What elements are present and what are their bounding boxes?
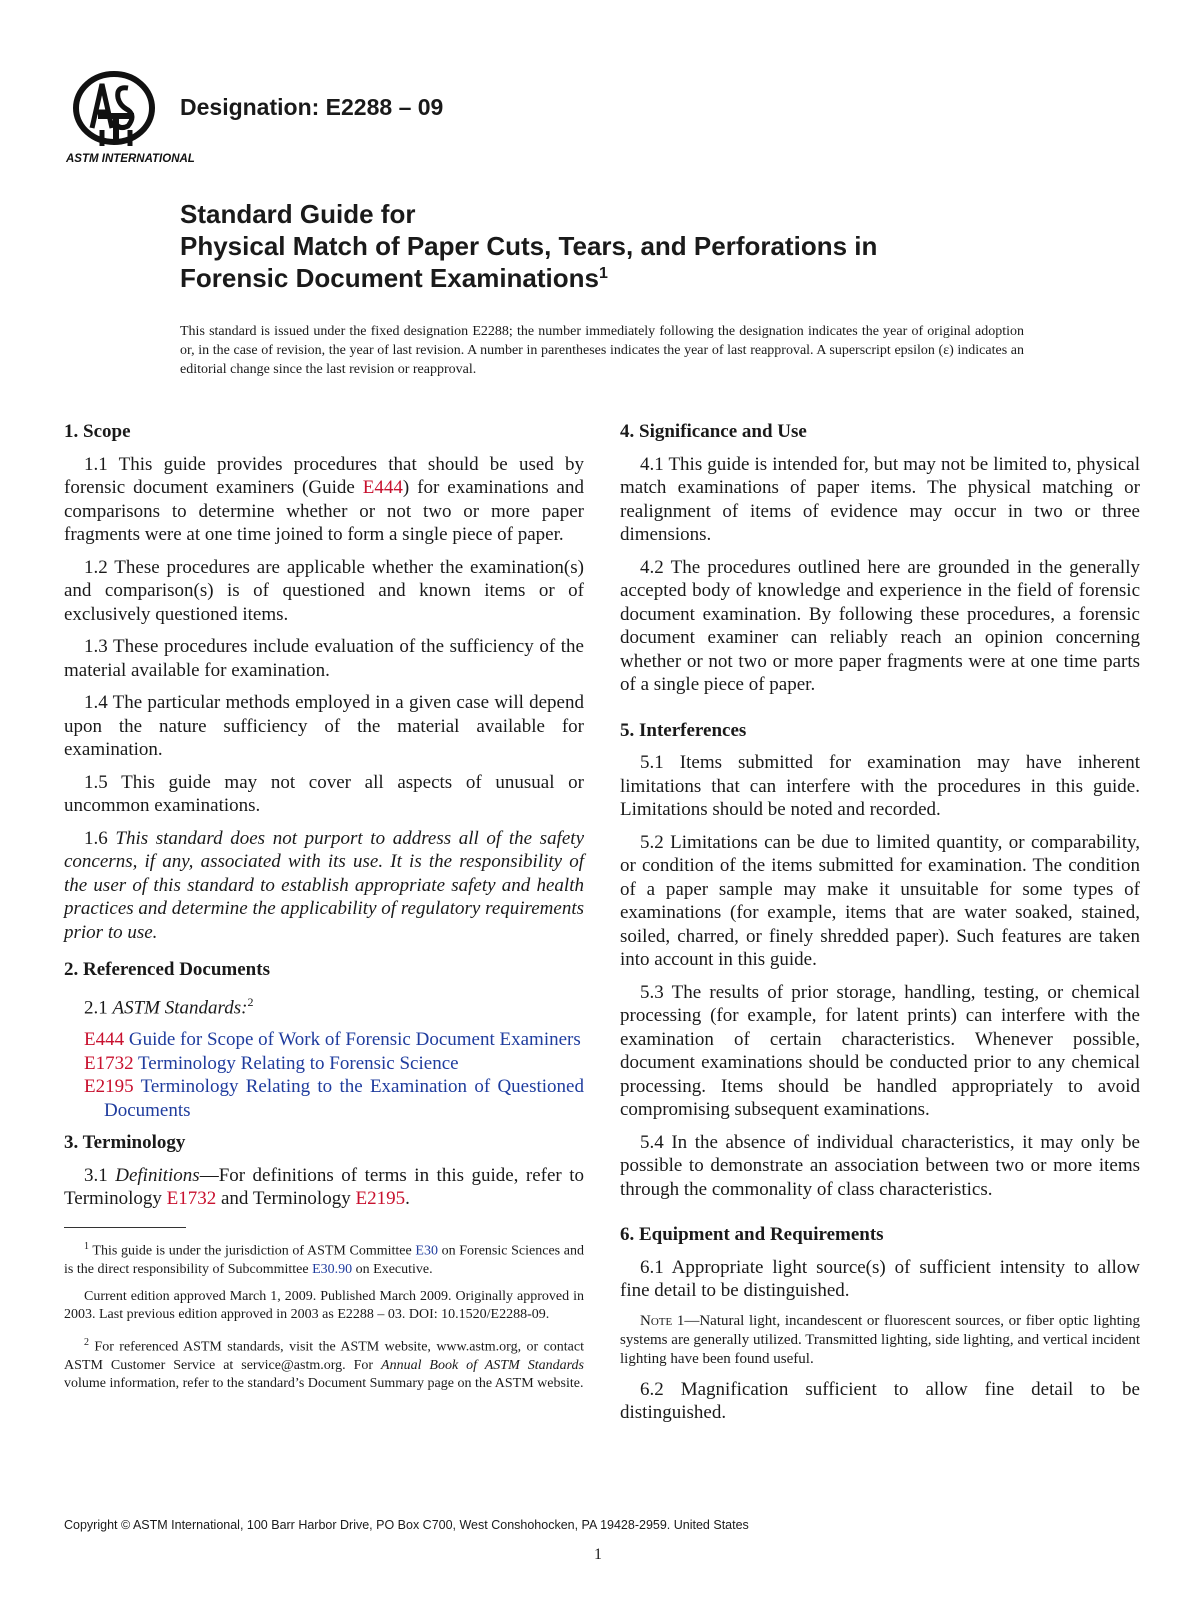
- left-column: [64, 420, 584, 1402]
- link-e30-90[interactable]: E30.90: [312, 1261, 353, 1277]
- para-3-1: 3.1 Definitions—For definitions of terms in this guide, refer to Terminology E1732 and Terminology E2195.: [64, 1164, 585, 1210]
- right-column: [620, 420, 1140, 1434]
- para-1-2: 1.2 These procedures are applicable whether the examination(s) and comparison(s) is of questioned and known items or of exclusively questioned items.: [64, 556, 584, 625]
- astm-logo: [62, 70, 195, 166]
- title-line-3: Forensic Document Examinations$^1$: [180, 263, 608, 293]
- para-6-1: 6.1 Appropriate light source(s) of sufficient intensity to allow fine detail to be distinguished.: [620, 1256, 1140, 1301]
- link-e444[interactable]: E444: [362, 477, 403, 498]
- para-1-6: 1.6 This standard does not purport to address all of the safety concerns, if any, associated with its use. It is the responsibility of the user of this standard to establish appropriate safety and health practices and determine the applicability of regulatory requirements prior to use.: [64, 827, 584, 943]
- para-5-1: 5.1 Items submitted for examination may have inherent limitations that can interfere with the procedures in this guide. Limitations should be noted and recorded.: [620, 752, 1140, 820]
- section-1-heading: 1. Scope: [64, 421, 131, 442]
- section-6-heading: 6. Equipment and Requirements: [620, 1224, 884, 1245]
- link-e2195[interactable]: E2195: [355, 1188, 406, 1210]
- para-1-5: 1.5 This guide may not cover all aspects of unusual or uncommon examinations.: [64, 771, 584, 816]
- para-1-4: 1.4 The particular methods employed in a given case will depend upon the nature sufficiency of the material available for examination.: [64, 692, 584, 760]
- para-5-4: 5.4 In the absence of individual characteristics, it may only be possible to demonstrate an association between two or more items through the commonality of class characteristics.: [620, 1131, 1140, 1200]
- para-4-2: 4.2 The procedures outlined here are grounded in the generally accepted body of knowledge and experience in the field of forensic document examination. By following these procedures, a forensic document examiner can reliably reach an opinion concerning whether or not two or more paper fragments were at one time parts of a single piece of paper.: [620, 556, 1140, 695]
- ref-item[interactable]: E444 Guide for Scope of Work of Forensic Document Examiners: [84, 1029, 581, 1051]
- copyright-line: Copyright © ASTM International, 100 Barr Harbor Drive, PO Box C700, West Conshohocken, PA 19428-2959. United States: [64, 1518, 749, 1532]
- para-1-3: 1.3 These procedures include evaluation of the sufficiency of the material available for examination.: [64, 636, 584, 681]
- footnote-1: $^1$ This guide is under the jurisdiction of ASTM Committee E30 on Forensic Sciences and is the direct responsibility of Subcommittee E30.90 on Executive.: [64, 1240, 584, 1277]
- section-2-heading: 2. Referenced Documents: [64, 959, 270, 980]
- ref-item[interactable]: E1732 Terminology Relating to Forensic Science: [84, 1052, 459, 1074]
- section-4-heading: 4. Significance and Use: [620, 421, 807, 442]
- page-number: 1: [594, 1546, 602, 1563]
- title-line-2: Physical Match of Paper Cuts, Tears, and Perforations in: [180, 231, 878, 261]
- para-6-2: 6.2 Magnification sufficient to allow fine detail to be distinguished.: [620, 1378, 1140, 1423]
- document-title: [180, 198, 1080, 294]
- section-3-heading: 3. Terminology: [64, 1132, 186, 1154]
- para-4-1: 4.1 This guide is intended for, but may not be limited to, physical match examinations of paper items. The physical matching or realignment of items of evidence may occur in two or three dimensions.: [620, 453, 1140, 545]
- footnote-2: $^2$ For referenced ASTM standards, visit the ASTM website, www.astm.org, or contact ASTM Customer Service at service@astm.org. For Annual Book of ASTM Standards volume information, refer to the standard’s Document Summary page on the ASTM website.: [64, 1336, 584, 1391]
- title-line-1: Standard Guide for: [180, 199, 416, 229]
- ref-item[interactable]: E2195 Terminology Relating to the Examination of Questioned Documents: [84, 1076, 584, 1121]
- issuance-notice: This standard is issued under the fixed designation E2288; the number immediately following the designation indicates the year of original adoption or, in the case of revision, the year of last revision. A number in parentheses indicates the year of last reapproval. A superscript epsilon (ε) indicates an editorial change since the last revision or reapproval.: [180, 324, 1024, 377]
- para-5-3: 5.3 The results of prior storage, handling, testing, or chemical processing (for example, for latent prints) can interfere with the examination of certain characteristics. Whenever possible, document examinations should be conducted prior to any chemical processing. Items should be handled appropriately to avoid compromising subsequent examinations.: [620, 981, 1140, 1120]
- note-1: Note 1—Natural light, incandescent or fluorescent sources, or fiber optic lighting systems are generally utilized. Transmitted lighting, side lighting, and vertical incident lighting have been found useful.: [620, 1312, 1140, 1367]
- section-5-heading: 5. Interferences: [620, 719, 747, 741]
- footnote-rule: [64, 1227, 186, 1228]
- para-5-2: 5.2 Limitations can be due to limited quantity, or comparability, or condition of the items submitted for examination. The condition of a paper sample may make it unsuitable for some types of examinations (for example, items that are water soaked, stained, soiled, charred, or finely shredded paper). Such features are taken into account in this guide.: [620, 831, 1140, 970]
- title-footnote-mark: 1: [598, 265, 608, 282]
- para-1-1: 1.1 This guide provides procedures that should be used by forensic document examiners (Guide E444) for examinations and comparisons to determine whether or not two or more paper fragments were at one time joined to form a single piece of paper.: [64, 453, 584, 545]
- logo-wordmark: ASTM INTERNATIONAL: [66, 153, 195, 165]
- designation: Designation: E2288 – 09: [180, 94, 444, 120]
- footnote-1-edition: Current edition approved March 1, 2009. Published March 2009. Originally approved in 2003. Last previous edition approved in 2003 as E2288 – 03. DOI: 10.1520/E2288-09.: [64, 1289, 584, 1323]
- para-2-1: 2.1 ASTM Standards:$^2$: [84, 994, 254, 1018]
- link-e30[interactable]: E30: [415, 1243, 438, 1259]
- link-e1732[interactable]: E1732: [166, 1188, 217, 1210]
